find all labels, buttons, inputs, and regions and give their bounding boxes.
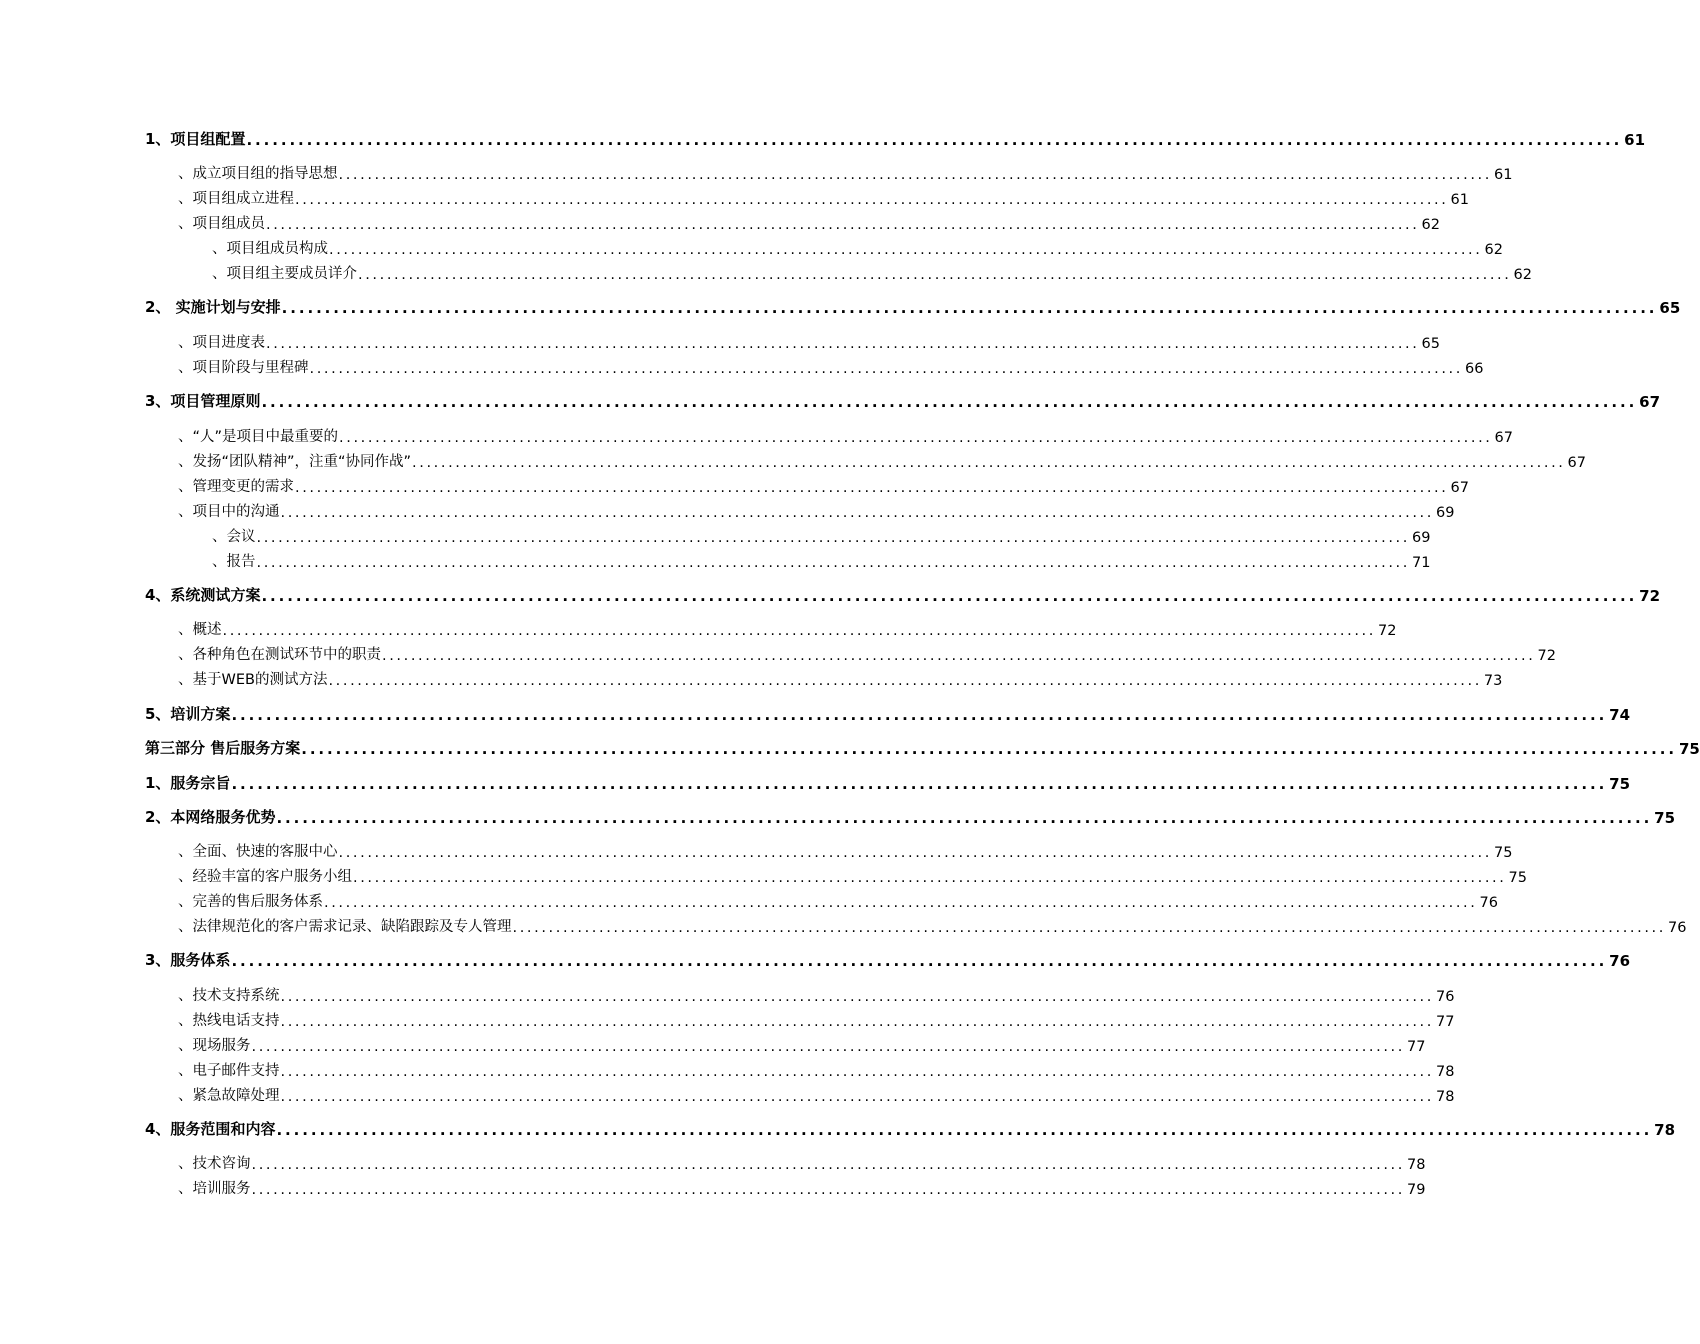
toc-page-number: 75 bbox=[1654, 809, 1676, 827]
toc-dot-leader: ................................................................................................................................................................ bbox=[231, 952, 1608, 970]
toc-entry[interactable] bbox=[178, 837, 1513, 861]
toc-page-number: 78 bbox=[1435, 1089, 1455, 1105]
toc-entry[interactable] bbox=[212, 522, 1431, 546]
toc-page-number: 62 bbox=[1513, 267, 1532, 283]
toc-dot-leader: ................................................................................................................................................................ bbox=[382, 648, 1536, 664]
toc-page-number: 62 bbox=[1484, 242, 1503, 258]
toc-entry-title: 、各种角色在测试环节中的职责 bbox=[178, 647, 381, 663]
toc-entry-title: 、技术咨询 bbox=[178, 1156, 251, 1172]
toc-entry[interactable] bbox=[178, 1006, 1455, 1030]
toc-page-number: 75 bbox=[1508, 870, 1527, 886]
toc-entry-title: 、培训服务 bbox=[178, 1181, 251, 1197]
toc-entry[interactable] bbox=[178, 1031, 1426, 1055]
toc-dot-leader: ................................................................................................................................................................ bbox=[295, 480, 1449, 496]
toc-dot-leader: ................................................................................................................................................................ bbox=[256, 555, 1410, 571]
toc-entry[interactable] bbox=[178, 887, 1498, 911]
toc-page-number: 78 bbox=[1406, 1157, 1426, 1173]
toc-page-number: 76 bbox=[1609, 952, 1631, 970]
toc-dot-leader: ................................................................................................................................................................ bbox=[358, 267, 1512, 283]
toc-dot-leader: ................................................................................................................................................................ bbox=[512, 920, 1666, 936]
toc-entry-title: 、技术支持系统 bbox=[178, 988, 280, 1004]
toc-entry-title: 、法律规范化的客户需求记录、缺陷跟踪及专人管理 bbox=[178, 919, 512, 935]
toc-entry-title: 、概述 bbox=[178, 622, 222, 638]
toc-entry[interactable] bbox=[178, 1174, 1426, 1198]
toc-entry[interactable] bbox=[178, 353, 1484, 377]
toc-entry-title: 2、本网络服务优势 bbox=[145, 808, 276, 826]
toc-entry[interactable] bbox=[145, 387, 1661, 411]
toc-entry[interactable] bbox=[145, 1115, 1676, 1139]
toc-dot-leader: ................................................................................................................................................................ bbox=[276, 809, 1653, 827]
toc-entry[interactable] bbox=[178, 447, 1586, 471]
toc-dot-leader: ................................................................................................................................................................ bbox=[353, 870, 1507, 886]
toc-entry[interactable] bbox=[178, 665, 1503, 689]
toc-dot-leader: ................................................................................................................................................................ bbox=[231, 775, 1608, 793]
toc-entry-title: 、管理变更的需求 bbox=[178, 479, 294, 495]
toc-entry[interactable] bbox=[178, 1056, 1455, 1080]
toc-dot-leader: ................................................................................................................................................................ bbox=[280, 505, 1434, 521]
toc-page-number: 79 bbox=[1406, 1182, 1426, 1198]
toc-dot-leader: ................................................................................................................................................................ bbox=[280, 1014, 1434, 1030]
toc-dot-leader: ................................................................................................................................................................ bbox=[309, 361, 1463, 377]
toc-page-number: 65 bbox=[1659, 299, 1681, 317]
toc-entry[interactable] bbox=[178, 912, 1687, 936]
toc-entry-title: 、会议 bbox=[212, 529, 256, 545]
toc-page-number: 76 bbox=[1667, 920, 1687, 936]
toc-entry-title: 、项目进度表 bbox=[178, 335, 265, 351]
toc-page-number: 76 bbox=[1435, 989, 1455, 1005]
toc-dot-leader: ................................................................................................................................................................ bbox=[329, 242, 1483, 258]
toc-page-number: 65 bbox=[1421, 336, 1440, 352]
toc-entry[interactable] bbox=[178, 184, 1469, 208]
toc-page-number: 75 bbox=[1678, 740, 1700, 758]
toc-page-number: 67 bbox=[1567, 455, 1586, 471]
toc-dot-leader: ................................................................................................................................................................ bbox=[280, 1089, 1434, 1105]
toc-entry-title: 、现场服务 bbox=[178, 1038, 251, 1054]
toc-page-number: 72 bbox=[1639, 587, 1661, 605]
toc-dot-leader: ................................................................................................................................................................ bbox=[261, 393, 1638, 411]
toc-dot-leader: ................................................................................................................................................................ bbox=[266, 217, 1420, 233]
toc-entry[interactable] bbox=[212, 259, 1532, 283]
toc-page-number: 71 bbox=[1411, 555, 1431, 571]
toc-entry-title: 、项目组成立进程 bbox=[178, 191, 294, 207]
toc-entry-title: 、项目组主要成员详介 bbox=[212, 266, 357, 282]
toc-entry[interactable] bbox=[145, 293, 1681, 317]
toc-page-number: 78 bbox=[1435, 1064, 1455, 1080]
toc-dot-leader: ................................................................................................................................................................ bbox=[324, 895, 1478, 911]
toc-entry[interactable] bbox=[145, 769, 1631, 793]
toc-dot-leader: ................................................................................................................................................................ bbox=[280, 989, 1434, 1005]
toc-entry[interactable] bbox=[145, 734, 1700, 758]
toc-entry-title: 4、服务范围和内容 bbox=[145, 1120, 276, 1138]
toc-dot-leader: ................................................................................................................................................................ bbox=[301, 740, 1677, 758]
toc-page-number: 69 bbox=[1435, 505, 1455, 521]
toc-dot-leader: ................................................................................................................................................................ bbox=[251, 1039, 1405, 1055]
toc-page-number: 61 bbox=[1450, 192, 1469, 208]
toc-dot-leader: ................................................................................................................................................................ bbox=[256, 530, 1410, 546]
toc-entry[interactable] bbox=[178, 615, 1397, 639]
toc-entry-title: 5、培训方案 bbox=[145, 705, 231, 723]
toc-entry[interactable] bbox=[178, 981, 1455, 1005]
toc-page-number: 69 bbox=[1411, 530, 1431, 546]
toc-page-number: 78 bbox=[1654, 1121, 1676, 1139]
toc-entry[interactable] bbox=[178, 328, 1440, 352]
toc-entry-title: 4、系统测试方案 bbox=[145, 586, 261, 604]
toc-page-number: 66 bbox=[1464, 361, 1484, 377]
toc-entry[interactable] bbox=[178, 422, 1513, 446]
toc-page-number: 77 bbox=[1435, 1014, 1455, 1030]
toc-entry[interactable] bbox=[178, 497, 1455, 521]
toc-dot-leader: ................................................................................................................................................................ bbox=[412, 455, 1566, 471]
toc-dot-leader: ................................................................................................................................................................ bbox=[295, 192, 1449, 208]
toc-entry[interactable] bbox=[178, 862, 1527, 886]
toc-entry-title: 、紧急故障处理 bbox=[178, 1088, 280, 1104]
toc-page-number: 61 bbox=[1493, 167, 1513, 183]
toc-entry[interactable] bbox=[145, 581, 1661, 605]
toc-page-number: 75 bbox=[1609, 775, 1631, 793]
toc-entry[interactable] bbox=[178, 1149, 1426, 1173]
toc-entry-title: 、发扬“团队精神”，注重“协同作战” bbox=[178, 454, 412, 470]
toc-entry[interactable] bbox=[145, 700, 1631, 724]
toc-entry-title: 3、项目管理原则 bbox=[145, 392, 261, 410]
toc-page-number: 61 bbox=[1624, 131, 1646, 149]
toc-entry-title: 、电子邮件支持 bbox=[178, 1063, 280, 1079]
toc-entry-title: 1、服务宗旨 bbox=[145, 774, 231, 792]
toc-dot-leader: ................................................................................................................................................................ bbox=[261, 587, 1638, 605]
toc-page-number: 62 bbox=[1421, 217, 1440, 233]
toc-entry[interactable] bbox=[212, 234, 1503, 258]
toc-page-number: 67 bbox=[1639, 393, 1661, 411]
toc-entry-title: 、热线电话支持 bbox=[178, 1013, 280, 1029]
toc-entry[interactable] bbox=[178, 159, 1513, 183]
toc-page-number: 67 bbox=[1450, 480, 1469, 496]
toc-page-number: 72 bbox=[1377, 623, 1397, 639]
toc-entry[interactable] bbox=[145, 803, 1676, 827]
toc-entry[interactable] bbox=[178, 1081, 1455, 1105]
toc-page-number: 77 bbox=[1406, 1039, 1426, 1055]
toc-entry-title: 、成立项目组的指导思想 bbox=[178, 166, 338, 182]
toc-entry-title: 、项目组成员构成 bbox=[212, 241, 328, 257]
toc-page-number: 72 bbox=[1537, 648, 1556, 664]
toc-entry-title: 、经验丰富的客户服务小组 bbox=[178, 869, 352, 885]
toc-dot-leader: ................................................................................................................................................................ bbox=[339, 430, 1493, 446]
toc-entry-title: 、完善的售后服务体系 bbox=[178, 894, 323, 910]
toc-dot-leader: ................................................................................................................................................................ bbox=[231, 706, 1608, 724]
toc-dot-leader: ................................................................................................................................................................ bbox=[251, 1182, 1405, 1198]
toc-dot-leader: ................................................................................................................................................................ bbox=[281, 299, 1658, 317]
toc-entry-title: 、报告 bbox=[212, 554, 256, 570]
toc-dot-leader: ................................................................................................................................................................ bbox=[328, 673, 1482, 689]
toc-dot-leader: ................................................................................................................................................................ bbox=[276, 1121, 1653, 1139]
toc-entry-title: 、项目组成员 bbox=[178, 216, 265, 232]
toc-entry-title: 1、项目组配置 bbox=[145, 130, 246, 148]
toc-dot-leader: ................................................................................................................................................................ bbox=[266, 336, 1420, 352]
toc-page-number: 75 bbox=[1493, 845, 1513, 861]
toc-entry-title: 第三部分 售后服务方案 bbox=[145, 739, 301, 757]
toc-entry-title: 、项目中的沟通 bbox=[178, 504, 280, 520]
toc-dot-leader: ................................................................................................................................................................ bbox=[280, 1064, 1434, 1080]
toc-dot-leader: ................................................................................................................................................................ bbox=[222, 623, 1376, 639]
toc-page-number: 73 bbox=[1483, 673, 1503, 689]
toc-entry[interactable] bbox=[145, 125, 1646, 149]
toc-dot-leader: ................................................................................................................................................................ bbox=[251, 1157, 1405, 1173]
toc-dot-leader: ................................................................................................................................................................ bbox=[338, 167, 1492, 183]
toc-page-number: 76 bbox=[1479, 895, 1498, 911]
toc-dot-leader: ................................................................................................................................................................ bbox=[246, 131, 1623, 149]
toc-dot-leader: ................................................................................................................................................................ bbox=[338, 845, 1492, 861]
toc-entry-title: 、项目阶段与里程碑 bbox=[178, 360, 309, 376]
toc-entry[interactable] bbox=[178, 209, 1440, 233]
toc-entry[interactable] bbox=[178, 640, 1556, 664]
toc-entry[interactable] bbox=[178, 472, 1469, 496]
toc-entry[interactable] bbox=[145, 946, 1631, 970]
toc-entry-title: 2、 实施计划与安排 bbox=[145, 298, 281, 316]
toc-entry-title: 、基于WEB的测试方法 bbox=[178, 672, 328, 688]
toc-entry-title: 3、服务体系 bbox=[145, 951, 231, 969]
toc-entry-title: 、“人”是项目中最重要的 bbox=[178, 429, 339, 445]
toc-page-number: 67 bbox=[1494, 430, 1513, 446]
toc-entry-title: 、全面、快速的客服中心 bbox=[178, 844, 338, 860]
toc-page-number: 74 bbox=[1609, 706, 1631, 724]
toc-entry[interactable] bbox=[212, 547, 1431, 571]
